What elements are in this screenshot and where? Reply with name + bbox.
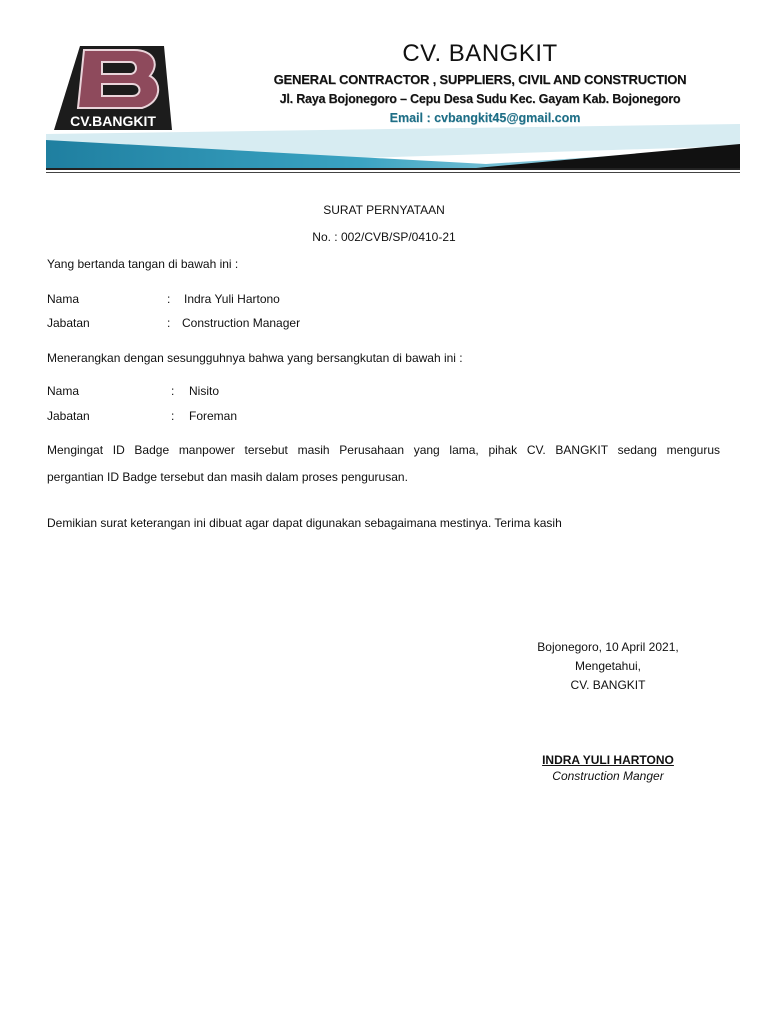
place-date: Bojonegoro, 10 April 2021, [537,640,679,654]
signer-name-separator: : [167,292,171,306]
acknowledged-label: Mengetahui, [574,659,642,673]
letter-title: SURAT PERNYATAAN [323,203,445,217]
company-tagline: GENERAL CONTRACTOR , SUPPLIERS, CIVIL AND CONSTRUCTION [273,72,687,87]
subject-name-label: Nama [47,384,80,398]
logo-text: CV.BANGKIT [70,113,156,129]
company-email: Email : cvbangkit45@gmail.com [389,111,581,125]
body-paragraph-line-2: pergantian ID Badge tersebut dan masih dalam proses pengurusan. [47,470,408,484]
logo-b-letter [78,50,158,108]
closing-text: Demikian surat keterangan ini dibuat agar dapat digunakan sebagaimana mestinya. Terima kasih [47,516,562,530]
subject-name-value: Nisito [189,384,220,398]
signature-company: CV. BANGKIT [570,678,646,692]
signer-position-label: Jabatan [47,316,90,330]
signature-title: Construction Manger [552,769,664,783]
statement-text: Menerangkan dengan sesungguhnya bahwa yang bersangkutan di bawah ini : [47,351,463,365]
subject-name-separator: : [171,384,175,398]
header-banner [46,122,740,168]
intro-text: Yang bertanda tangan di bawah ini : [47,257,239,271]
body-paragraph-line-1: Mengingat ID Badge manpower tersebut masih Perusahaan yang lama, pihak CV. BANGKIT sedang mengurus [47,443,720,457]
header-divider-thin [46,172,740,173]
signer-name-label: Nama [47,292,80,306]
letter-number: No. : 002/CVB/SP/0410-21 [312,230,456,244]
subject-position-label: Jabatan [47,409,90,423]
signature-name: INDRA YULI HARTONO [542,753,674,767]
header-divider [46,168,740,170]
company-address: Jl. Raya Bojonegoro – Cepu Desa Sudu Kec. Gayam Kab. Bojonegoro [279,92,681,106]
subject-position-value: Foreman [189,409,238,423]
subject-position-separator: : [171,409,175,423]
company-name: CV. BANGKIT [402,40,558,67]
company-logo [50,42,176,134]
signer-position-value: Construction Manager [182,316,301,330]
signer-name-value: Indra Yuli Hartono [184,292,280,306]
signer-position-separator: : [167,316,171,330]
